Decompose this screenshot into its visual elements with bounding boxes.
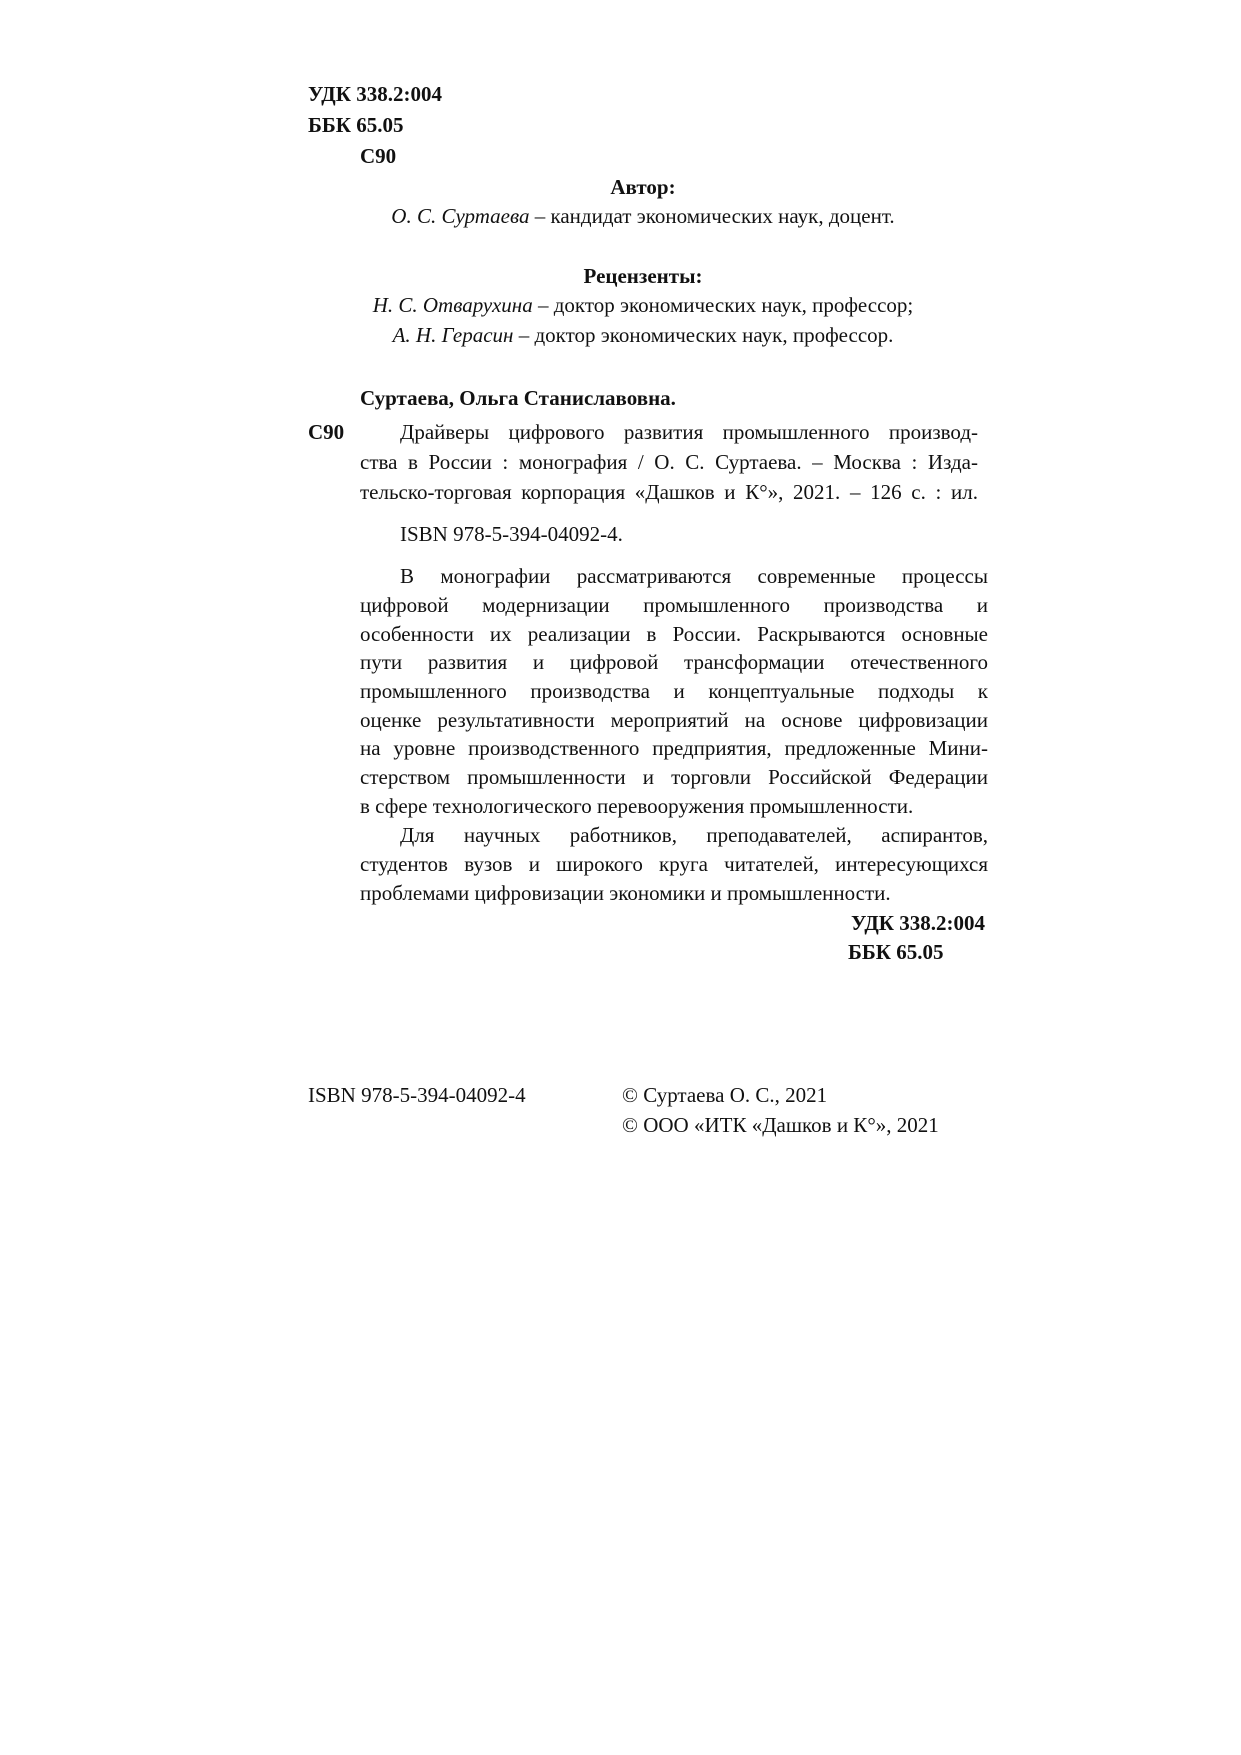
footer-isbn: ISBN 978-5-394-04092-4 — [308, 1083, 526, 1107]
catalog-description-line: ства в России : монография / О. С. Суртаева. – Москва : Изда- — [360, 450, 978, 474]
catalog-isbn: ISBN 978-5-394-04092-4. — [400, 522, 623, 546]
author-line — [308, 202, 978, 231]
annotation-line: особенности их реализации в России. Раскрываются основные — [360, 622, 988, 646]
copyright-publisher: © ООО «ИТК «Дашков и К°», 2021 — [622, 1113, 939, 1137]
catalog-description-line: Драйверы цифрового развития промышленного производ- — [400, 420, 978, 444]
copyright-author: © Суртаева О. С., 2021 — [622, 1083, 828, 1107]
catalog-sign: С90 — [308, 420, 345, 444]
author-desc: – кандидат экономических наук, доцент. — [529, 204, 895, 228]
author-name: О. С. Суртаева — [391, 204, 530, 228]
reviewer-name: А. Н. Герасин — [392, 323, 514, 347]
annotation-line: на уровне производственного предприятия, предложенные Мини- — [360, 736, 988, 760]
bottom-bbk-code: ББК 65.05 — [848, 940, 944, 964]
udk-code: УДК 338.2:004 — [308, 82, 442, 106]
reviewers-heading: Рецензенты: — [583, 264, 703, 288]
reviewer-desc: – доктор экономических наук, профессор; — [532, 293, 914, 317]
reviewer-line — [308, 291, 978, 320]
bottom-udk-code: УДК 338.2:004 — [851, 911, 985, 935]
annotation-line: пути развития и цифровой трансформации отечественного — [360, 650, 988, 674]
catalog-description-line: тельско-торговая корпорация «Дашков и К°», 2021. – 126 с. : ил. — [360, 480, 978, 504]
annotation-line: студентов вузов и широкого круга читателей, интересующихся — [360, 852, 988, 876]
bbk-code: ББК 65.05 — [308, 113, 404, 137]
annotation-line: оценке результативности мероприятий на основе цифровизации — [360, 708, 988, 732]
annotation-line: В монографии рассматриваются современные процессы — [400, 564, 988, 588]
catalog-author-heading: Суртаева, Ольга Станиславовна. — [360, 386, 676, 410]
reviewer-name: Н. С. Отварухина — [372, 293, 533, 317]
author-sign: С90 — [360, 144, 397, 168]
author-heading: Автор: — [610, 175, 676, 199]
annotation-line: в сфере технологического перевооружения промышленности. — [360, 794, 914, 818]
annotation-line: стерством промышленности и торговли Российской Федерации — [360, 765, 988, 789]
annotation-line: проблемами цифровизации экономики и промышленности. — [360, 881, 891, 905]
reviewer-desc: – доктор экономических наук, профессор. — [513, 323, 894, 347]
annotation-line: цифровой модернизации промышленного производства и — [360, 593, 988, 617]
annotation-line: Для научных работников, преподавателей, аспирантов, — [400, 823, 988, 847]
reviewer-line — [308, 321, 978, 350]
annotation-line: промышленного производства и концептуальные подходы к — [360, 679, 988, 703]
